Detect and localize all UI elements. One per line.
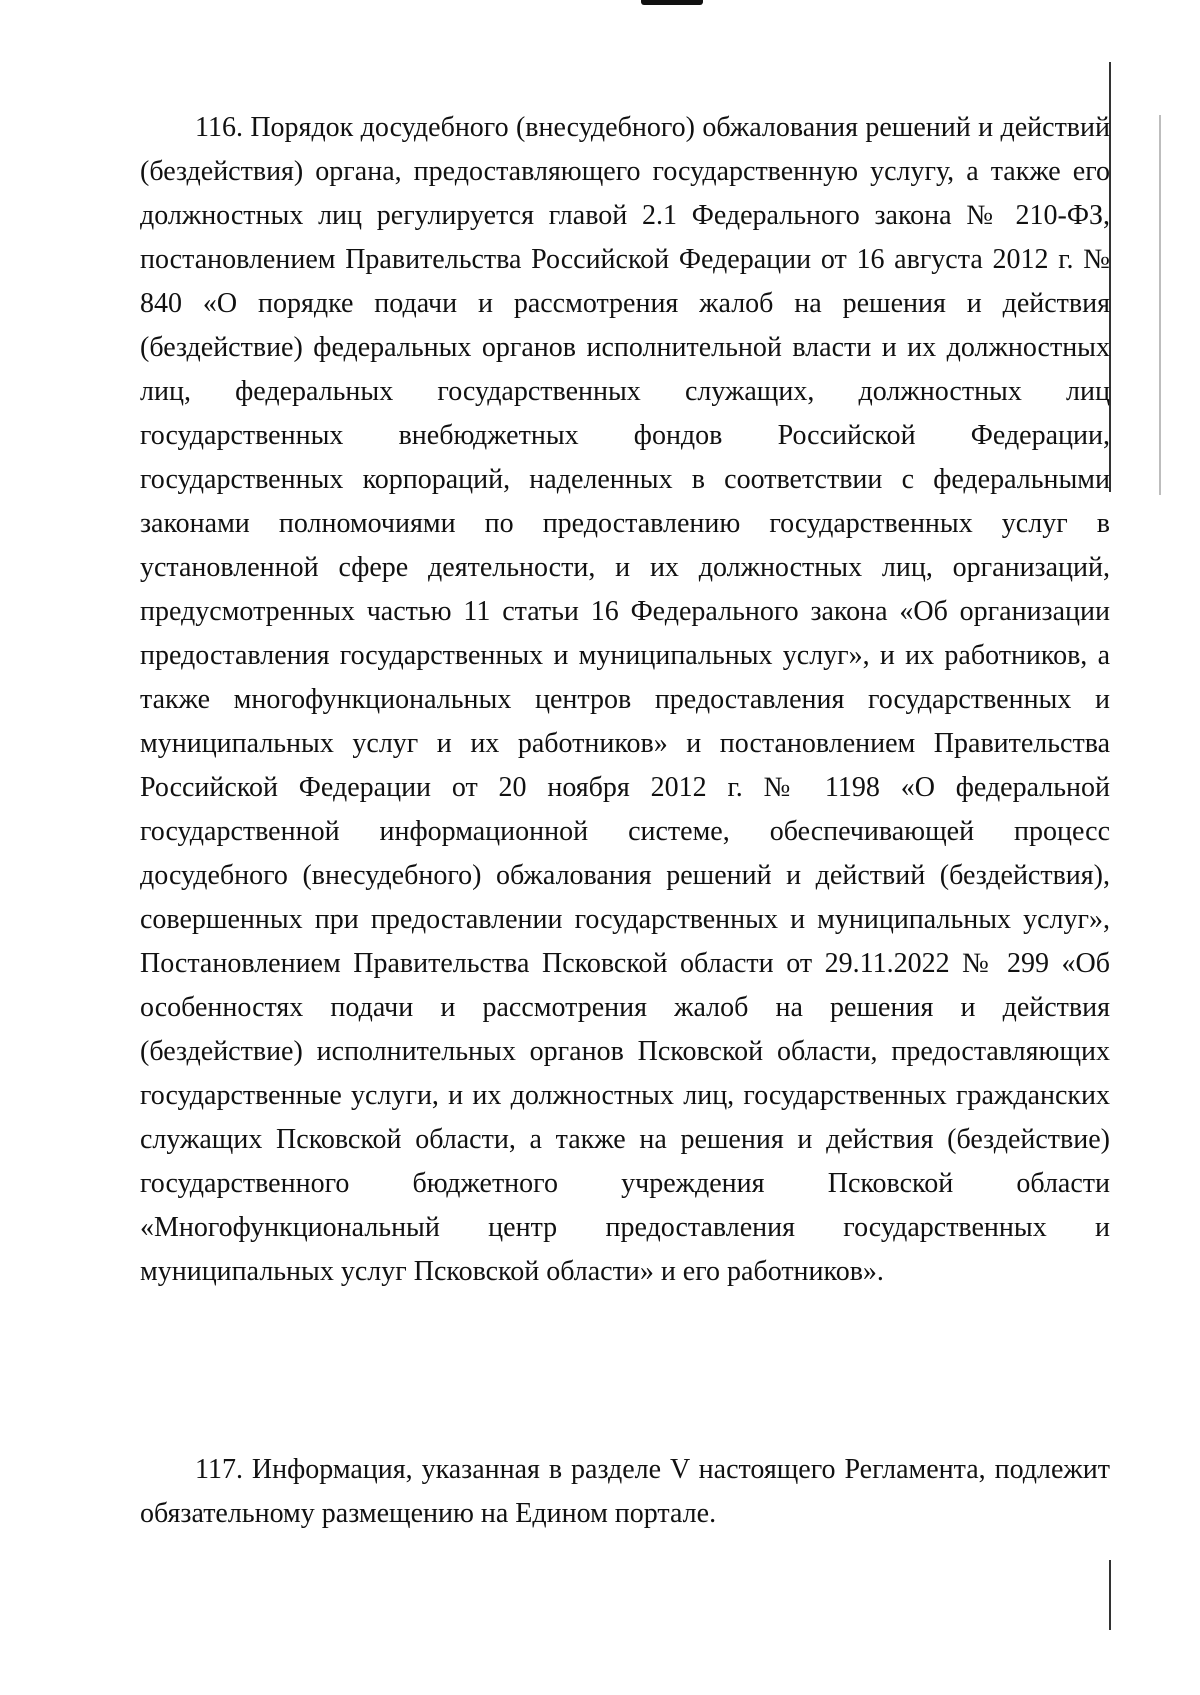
paragraph-116: 116. Порядок досудебного (внесудебного) обжалования решений и действий (бездействия) органа, предоставляющего государственную услугу, а также его должностных лиц регулируется главой 2.1 Федерального закона № 210-ФЗ, постановлением Правительства Российской Федерации от 16 августа 2012 г. № 840 «О порядке подачи и рассмотрения жалоб на решения и действия (бездействие) федеральных органов исполнительной власти и их должностных лиц, федеральных государственных служащих, должностных лиц государственных внебюджетных фондов Российской Федерации, государственных корпораций, наделенных в соответствии с федеральными законами полномочиями по предоставлению государственных услуг в установленной сфере деятельности, и их должностных лиц, организаций, предусмотренных частью 11 статьи 16 Федерального закона «Об организации предоставления государственных и муниципальных услуг», и их работников, а также многофункциональных центров предоставления государственных и муниципальных услуг и их работников» и постановлением Правительства Российской Федерации от 20 ноября 2012 г. № 1198 «О федеральной государственной информационной системе, обеспечивающей процесс досудебного (внесудебного) обжалования решений и действий (бездействия), совершенных при предоставлении государственных и муниципальных услуг», Постановлением Правительства Псковской области от 29.11.2022 № 299 «Об особенностях подачи и рассмотрения жалоб на решения и действия (бездействие) исполнительных органов Псковской области, предоставляющих государственные услуги, и их должностных лиц, государственных гражданских служащих Псковской области, а также на решения и действия (бездействие) государственного бюджетного учреждения Псковской области «Многофункциональный центр предоставления государственных и муниципальных услуг Псковской области» и его работников». [140, 112, 1110, 1287]
page-top-mark [641, 0, 703, 5]
scan-edge-line-bottom [1109, 1560, 1111, 1630]
scan-edge-line-faint [1159, 115, 1161, 495]
paragraph-117: 117. Информация, указанная в разделе V настоящего Регламента, подлежит обязательному размещению на Едином портале. [140, 1454, 1110, 1529]
